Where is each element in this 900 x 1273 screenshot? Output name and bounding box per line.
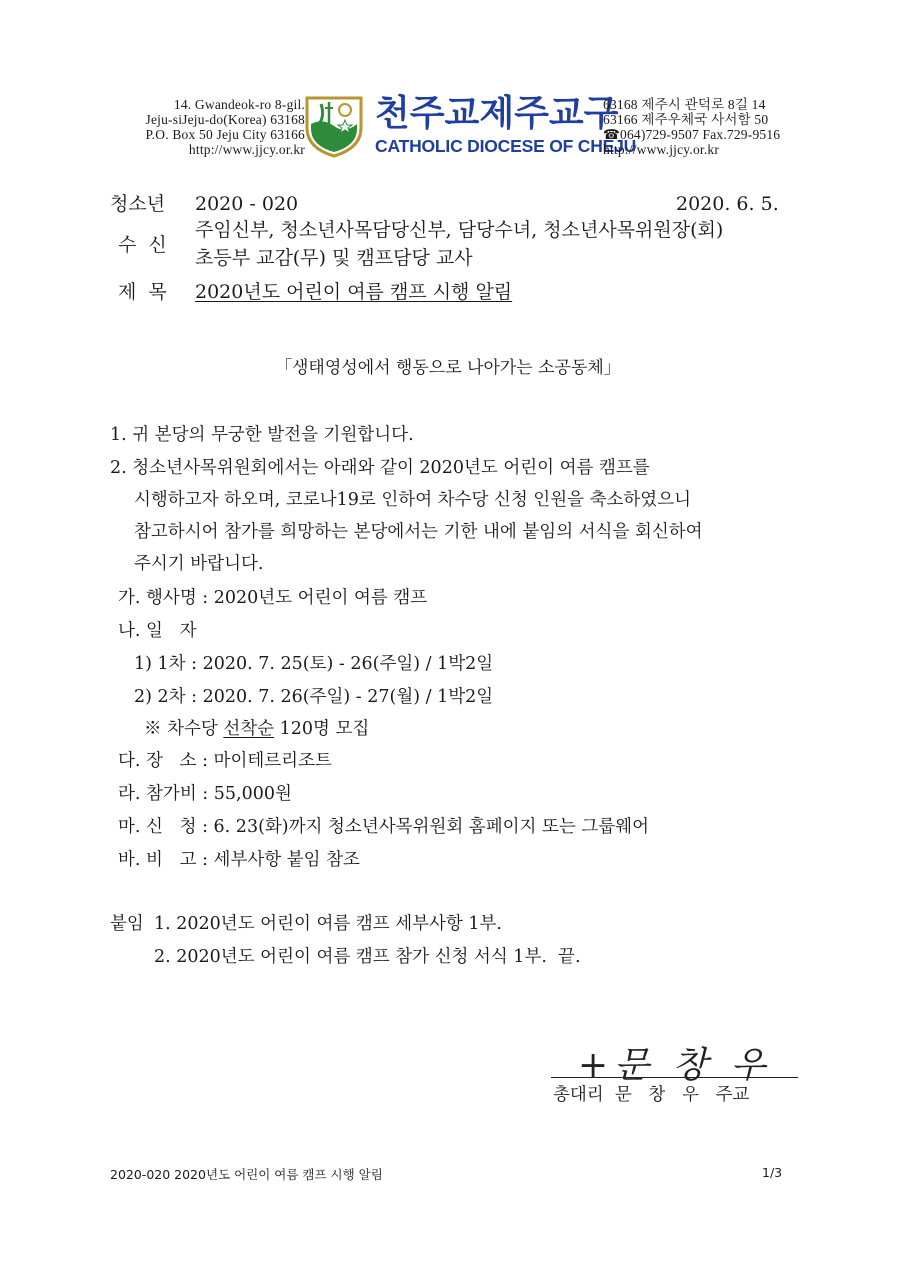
quota-note-suffix: 120명 모집 [274,719,370,739]
address-en-line: http://www.jjcy.or.kr [188,142,305,157]
footer-document-ref: 2020-020 2020년도 어린이 여름 캠프 시행 알림 [110,1167,383,1182]
address-korean [603,97,803,157]
recipient-label: 수 신 [118,234,167,256]
schedule-1: 1) 1차 : 2020. 7. 25(토) - 26(주일) / 1박2일 [134,654,494,674]
item-fee: 라. 참가비 : 55,000원 [118,784,292,804]
theme-slogan: 「생태영성에서 행동으로 나아가는 소공동체」 [275,358,621,378]
item-date-label: 나. 일 자 [118,621,197,641]
quota-note-first-come: 선착순 [223,719,275,739]
org-name-korean: 천주교제주교구 [375,93,619,134]
item-application: 마. 신 청 : 6. 23(화)까지 청소년사목위원회 홈페이지 또는 그룹웨어 [118,817,649,837]
item-venue: 다. 장 소 : 마이테르리조트 [118,751,332,771]
subject [195,279,512,305]
paragraph-2-line-2: 시행하고자 하오며, 코로나19로 인하여 차수당 신청 인원을 축소하였으니 [134,490,692,510]
org-name-english: CATHOLIC DIOCESE OF CHEJU [375,136,637,156]
signature-line [551,1077,798,1078]
subject-label: 제 목 [118,281,167,303]
signatory-title: 총대리 문 창 우 주교 [553,1085,750,1105]
paragraph-2-line-1: 2. 청소년사목위원회에서는 아래와 같이 2020년도 어린이 여름 캠프를 [110,458,650,478]
doc-date: 2020. 6. 5. [676,193,779,215]
paragraph-1: 1. 귀 본당의 무궁한 발전을 기원합니다. [110,425,414,445]
address-english [100,97,305,157]
recipient-line-2: 초등부 교감(무) 및 캠프담당 교사 [195,247,473,269]
address-kr-line: 63166 제주우체국 사서함 50 [603,112,769,127]
item-event-name: 가. 행사명 : 2020년도 어린이 여름 캠프 [118,588,428,608]
address-kr-line: http://www.jjcy.or.kr [603,142,720,157]
subject-text: 2020년도 어린이 여름 캠프 시행 알림 [195,281,513,303]
attachment-1: 1. 2020년도 어린이 여름 캠프 세부사항 1부. [154,914,502,934]
doc-number: 2020 - 020 [195,193,299,215]
handwritten-signature: +문 창 우 [578,1045,772,1086]
attachment-label: 붙임 [110,914,144,934]
doc-number-label: 청소년 [110,193,166,215]
address-en-line: P.O. Box 50 Jeju City 63166 [145,127,305,142]
address-kr-line: ☎064)729-9507 Fax.729-9516 [603,127,781,142]
quota-note-prefix: ※ 차수당 [144,719,224,739]
paragraph-2-line-3: 참고하시어 참가를 희망하는 본당에서는 기한 내에 붙임의 서식을 회신하여 [134,522,703,542]
diocese-emblem-icon [303,94,365,158]
schedule-2: 2) 2차 : 2020. 7. 26(주일) - 27(월) / 1박2일 [134,687,494,707]
recipient-line-1: 주임신부, 청소년사목담당신부, 담당수녀, 청소년사목위원장(회) [195,219,724,241]
address-en-line: Jeju-siJeju-do(Korea) 63168 [145,112,305,127]
page-number: 1/3 [762,1165,783,1180]
attachment-2: 2. 2020년도 어린이 여름 캠프 참가 신청 서식 1부. 끝. [154,947,581,967]
quota-note [144,718,369,740]
address-kr-line: 63168 제주시 관덕로 8길 14 [603,97,766,112]
address-en-line: 14. Gwandeok-ro 8-gil. [173,97,305,112]
paragraph-2-line-4: 주시기 바랍니다. [134,554,264,574]
item-remarks: 바. 비 고 : 세부사항 붙임 참조 [118,850,360,870]
